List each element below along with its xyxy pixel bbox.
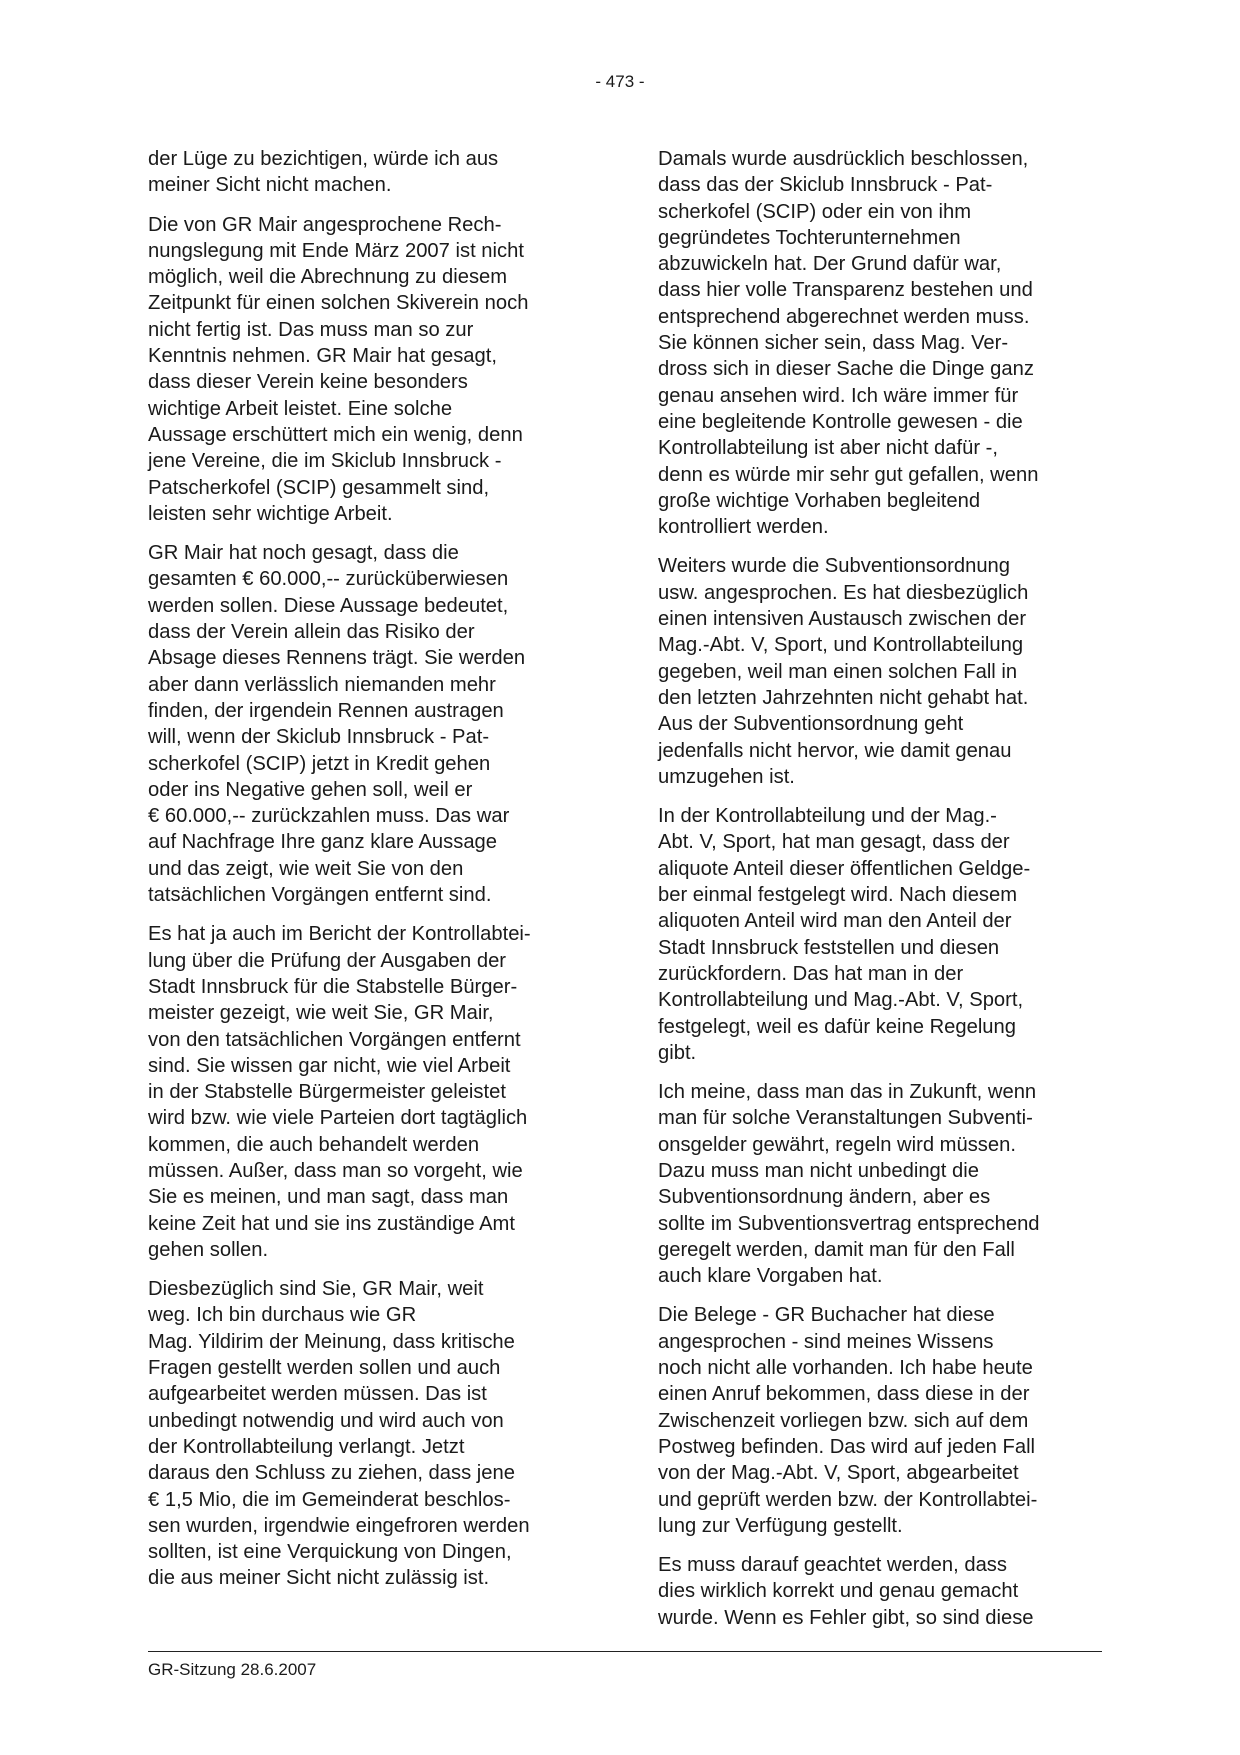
footer-divider [148,1651,1102,1652]
paragraph: GR Mair hat noch gesagt, dass die gesamten € 60.000,-- zurücküberwiesen werden sollen. Diese Aussage bedeutet, dass der Verein allein das Risiko der Absage dieses Rennens trägt. Sie werden aber dann verlässlich niemanden mehr finden, der irgendein Rennen austragen will, wenn der Skiclub Innsbruck - Pat- scherkofel (SCIP) jetzt in Kredit gehen oder ins Negative gehen soll, weil er € 60.000,-- zurückzahlen muss. Das war auf Nachfrage Ihre ganz klare Aussage und das zeigt, wie weit Sie von den tatsächlichen Vorgängen entfernt sind. [148,542,526,907]
page-number: - 473 - [595,72,645,91]
paragraph: Diesbezüglich sind Sie, GR Mair, weit weg. Ich bin durchaus wie GR Mag. Yildirim der Meinung, dass kritische Fragen gestellt werden sollen und auch aufgearbeitet werden müssen. Das ist unbedingt notwendig und wird auch von der Kontrollabteilung verlangt. Jetzt daraus den Schluss zu ziehen, dass jene € 1,5 Mio, die im Gemeinderat beschlos- sen wurden, irgendwie eingefroren werden sollten, ist eine Verquickung von Dingen, die aus meiner Sicht nicht zulässig ist. [148,1278,530,1590]
paragraph: Ich meine, dass man das in Zukunft, wenn man für solche Veranstaltungen Subventi- onsgelder gewährt, regeln wird müssen. Dazu muss man nicht unbedingt die Subventionsordnung ändern, aber es sollte im Subventionsvertrag entsprechend geregelt werden, damit man für den Fall auch klare Vorgaben hat. [658,1081,1040,1288]
paragraph: Die Belege - GR Buchacher hat diese angesprochen - sind meines Wissens noch nicht alle vorhanden. Ich habe heute einen Anruf bekommen, dass diese in der Zwischenzeit vorliegen bzw. sich auf dem Postweg befinden. Das wird auf jeden Fall von der Mag.-Abt. V, Sport, abgearbeitet und geprüft werden bzw. der Kontrollabtei- lung zur Verfügung gestellt. [658,1304,1038,1537]
left-column [148,146,593,1605]
footer-session-date: GR-Sitzung 28.6.2007 [148,1660,317,1679]
paragraph: In der Kontrollabteilung und der Mag.- Abt. V, Sport, hat man gesagt, dass der aliquote Anteil dieser öffentlichen Geldge- ber einmal festgelegt wird. Nach diesem aliquoten Anteil wird man den Anteil der Stadt Innsbruck feststellen und diesen zurückfordern. Das hat man in der Kontrollabteilung und Mag.-Abt. V, Sport, festgelegt, weil es dafür keine Regelung gibt. [658,805,1031,1064]
paragraph: Damals wurde ausdrücklich beschlossen, dass das der Skiclub Innsbruck - Pat- scherkofel (SCIP) oder ein von ihm gegründetes Tochterunternehmen abzuwickeln hat. Der Grund dafür war, dass hier volle Transparenz bestehen und entsprechend abgerechnet werden muss. Sie können sicher sein, dass Mag. Ver- dross sich in dieser Sache die Dinge ganz genau ansehen wird. Ich wäre immer für eine begleitende Kontrolle gewesen - die Kontrollabteilung ist aber nicht dafür -, denn es würde mir sehr gut gefallen, wenn große wichtige Vorhaben begleitend kontrolliert werden. [658,148,1039,539]
paragraph: der Lüge zu bezichtigen, würde ich aus meiner Sicht nicht machen. [148,148,499,197]
paragraph: Es muss darauf geachtet werden, dass dies wirklich korrekt und genau gemacht wurde. Wenn es Fehler gibt, so sind diese [658,1554,1034,1629]
paragraph: Die von GR Mair angesprochene Rech- nungslegung mit Ende März 2007 ist nicht möglich, weil die Abrechnung zu diesem Zeitpunkt für einen solchen Skiverein noch nicht fertig ist. Das muss man so zur Kenntnis nehmen. GR Mair hat gesagt, dass dieser Verein keine besonders wichtige Arbeit leistet. Eine solche Aussage erschüttert mich ein wenig, denn jene Vereine, die im Skiclub Innsbruck - Patscherkofel (SCIP) gesammelt sind, leisten sehr wichtige Arbeit. [148,213,529,525]
right-column [658,146,1103,1644]
paragraph: Weiters wurde die Subventionsordnung usw. angesprochen. Es hat diesbezüglich einen intensiven Austausch zwischen der Mag.-Abt. V, Sport, und Kontrollabteilung gegeben, weil man einen solchen Fall in den letzten Jahrzehnten nicht gehabt hat. Aus der Subventionsordnung geht jedenfalls nicht hervor, wie damit genau umzugehen ist. [658,555,1029,788]
paragraph: Es hat ja auch im Bericht der Kontrollabtei- lung über die Prüfung der Ausgaben der Stadt Innsbruck für die Stabstelle Bürger- meister gezeigt, wie weit Sie, GR Mair, von den tatsächlichen Vorgängen entfernt sind. Sie wissen gar nicht, wie viel Arbeit in der Stabstelle Bürgermeister geleistet wird bzw. wie viele Parteien dort tagtäglich kommen, die auch behandelt werden müssen. Außer, dass man so vorgeht, wie Sie es meinen, und man sagt, dass man keine Zeit hat und sie ins zuständige Amt gehen sollen. [148,923,531,1261]
